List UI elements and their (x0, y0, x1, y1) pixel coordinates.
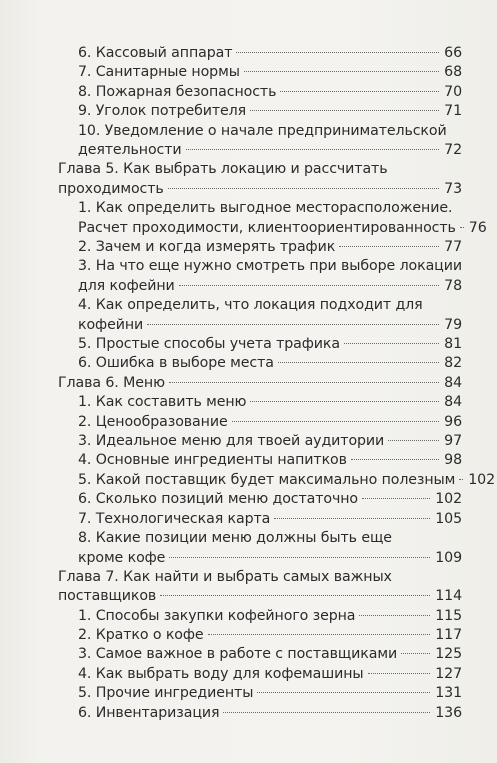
toc-item (78, 83, 462, 103)
page-number: 114 (435, 588, 462, 605)
page-number: 98 (444, 452, 462, 469)
toc-item (78, 665, 462, 685)
toc-row (78, 238, 462, 258)
toc-item (78, 335, 462, 355)
page-number: 78 (444, 277, 462, 294)
toc-title-line: проходимость (58, 180, 164, 197)
toc-row (58, 587, 462, 607)
toc-item (78, 607, 462, 627)
dot-leader (274, 518, 430, 519)
toc-title-line: 1. Как определить выгодное месторасположение. (78, 200, 453, 217)
toc-row (78, 607, 462, 627)
toc-title-line: деятельности (78, 142, 182, 159)
toc-title-line: Глава 5. Как выбрать локацию и рассчитать (58, 161, 388, 178)
toc-title-line: кроме кофе (78, 549, 166, 566)
toc-item (78, 63, 462, 83)
dot-leader (257, 692, 430, 693)
toc-item (78, 529, 462, 568)
toc-title-line: кофейни (78, 316, 144, 333)
toc-row (78, 490, 462, 510)
page-number: 125 (435, 646, 462, 663)
toc-chapter (58, 160, 462, 199)
dot-leader (223, 712, 430, 713)
toc-row (78, 471, 496, 491)
page-number: 84 (444, 394, 462, 411)
toc-title-line: 6. Кассовый аппарат (78, 45, 233, 61)
page-number: 102 (468, 471, 496, 488)
toc-title-line: 3. На что еще нужно смотреть при выборе локации (78, 258, 462, 275)
page-number: 102 (435, 491, 462, 508)
toc-row (78, 354, 462, 374)
toc-row (78, 44, 462, 64)
page-number: 70 (444, 83, 462, 100)
dot-leader (359, 615, 430, 616)
toc-row (78, 335, 462, 355)
toc-row (78, 549, 462, 569)
page-number: 96 (444, 413, 462, 430)
toc-row (78, 665, 462, 685)
toc-row (78, 704, 462, 724)
dot-leader (208, 634, 431, 635)
toc-item (78, 199, 487, 238)
toc-item (78, 393, 462, 413)
toc-title-line: для кофейни (78, 277, 175, 294)
page-number: 115 (435, 607, 462, 624)
page-number: 131 (435, 685, 462, 702)
toc-item (78, 626, 462, 646)
toc-item (78, 296, 462, 335)
dot-leader (388, 440, 439, 441)
toc-title-line: поставщиков (58, 588, 157, 605)
dot-leader (250, 110, 439, 111)
dot-leader (362, 498, 430, 499)
toc-title-line: 3. Самое важное в работе с поставщиками (78, 646, 398, 663)
toc-item (78, 704, 462, 724)
page-number: 76 (468, 219, 487, 236)
toc-row (78, 684, 462, 704)
toc-title-line: 8. Какие позиции меню должны быть еще (78, 530, 392, 546)
toc-item (78, 413, 462, 433)
dot-leader (169, 382, 439, 383)
dot-leader (368, 673, 431, 674)
dot-leader (278, 362, 439, 363)
toc-row (78, 645, 462, 665)
toc-title-line: 1. Как составить меню (78, 394, 247, 411)
page-number: 82 (444, 355, 462, 372)
toc-title-line: 1. Способы закупки кофейного зерна (78, 607, 356, 624)
toc-title-line: 2. Ценообразование (78, 413, 228, 430)
toc-item (78, 122, 462, 161)
toc-title-line: 3. Идеальное меню для твоей аудитории (78, 433, 385, 449)
toc-title-line: 6. Сколько позиций меню достаточно (78, 491, 359, 508)
toc-row (58, 374, 462, 394)
toc-item (78, 432, 462, 452)
toc-title-line: 2. Зачем и когда измерять трафик (78, 239, 336, 255)
dot-leader (280, 91, 439, 92)
toc-item (78, 471, 496, 491)
toc-item (78, 684, 462, 704)
toc-title-line: 4. Как определить, что локация подходит для (78, 297, 423, 314)
toc-row (78, 432, 462, 452)
dot-leader (232, 421, 440, 422)
page-number: 66 (444, 45, 462, 61)
toc-item (78, 490, 462, 510)
page-number: 77 (444, 239, 462, 255)
toc-title-line: 5. Какой поставщик будет максимально полезным (78, 471, 456, 488)
toc-item (78, 354, 462, 374)
dot-leader (401, 653, 430, 654)
toc-row (78, 83, 462, 103)
toc-row (78, 141, 462, 161)
page-number: 72 (444, 142, 462, 159)
page-number: 73 (444, 180, 462, 197)
page-number: 71 (444, 103, 462, 120)
dot-leader (351, 459, 439, 460)
dot-leader (168, 188, 439, 189)
toc-title-line: 7. Санитарные нормы (78, 64, 240, 81)
page-number: 117 (435, 627, 462, 643)
page-number: 81 (444, 336, 462, 352)
toc-chapter (58, 568, 462, 607)
toc-title-line: 9. Уголок потребителя (78, 103, 247, 120)
toc-row (78, 413, 462, 433)
dot-leader (460, 227, 464, 228)
toc-row (78, 510, 462, 530)
dot-leader (236, 52, 439, 53)
dot-leader (160, 595, 430, 596)
dot-leader (186, 149, 440, 150)
toc-row (78, 277, 462, 297)
dot-leader (250, 401, 439, 402)
page-number: 105 (435, 510, 462, 527)
toc-row (78, 316, 462, 336)
page-number: 84 (444, 374, 462, 391)
dot-leader (244, 71, 439, 72)
toc-item (78, 102, 462, 122)
toc-row (78, 63, 462, 83)
toc-row (58, 180, 462, 200)
toc-row (78, 626, 462, 646)
toc-title-line: 6. Инвентаризация (78, 704, 220, 721)
toc-item (78, 257, 462, 296)
page-number: 79 (444, 316, 462, 333)
toc-title-line: 10. Уведомление о начале предпринимательской (78, 122, 447, 139)
toc-title-line: 4. Основные ингредиенты напитков (78, 452, 347, 469)
dot-leader (344, 343, 439, 344)
dot-leader (169, 557, 430, 558)
toc-item (78, 451, 462, 471)
toc-title-line: 5. Прочие ингредиенты (78, 685, 254, 702)
page-number: 127 (435, 665, 462, 682)
toc-title-line: 5. Простые способы учета трафика (78, 336, 340, 352)
dot-leader (147, 324, 439, 325)
toc-row (78, 219, 487, 239)
toc-title-line: 2. Кратко о кофе (78, 627, 204, 643)
toc-title-line: Глава 6. Меню (58, 374, 165, 391)
dot-leader (459, 479, 463, 480)
toc-item (78, 238, 462, 258)
toc-item (78, 645, 462, 665)
toc-title-line: Расчет проходимости, клиентоориентированность (78, 219, 456, 236)
page-number: 97 (444, 433, 462, 449)
page-number: 109 (435, 549, 462, 566)
toc-row (78, 451, 462, 471)
page-number: 68 (444, 64, 462, 81)
toc-title-line: 4. Как выбрать воду для кофемашины (78, 665, 364, 682)
dot-leader (339, 246, 439, 247)
toc-title-line: 7. Технологическая карта (78, 510, 271, 527)
dot-leader (179, 285, 439, 286)
toc-row (78, 102, 462, 122)
page-number: 136 (435, 704, 462, 721)
toc-title-line: 6. Ошибка в выборе места (78, 355, 274, 372)
toc-item (78, 510, 462, 530)
toc-row (78, 393, 462, 413)
toc-title-line: 8. Пожарная безопасность (78, 83, 277, 100)
toc-item (78, 44, 462, 64)
toc-chapter (58, 374, 462, 394)
toc-title-line: Глава 7. Как найти и выбрать самых важных (58, 568, 392, 585)
